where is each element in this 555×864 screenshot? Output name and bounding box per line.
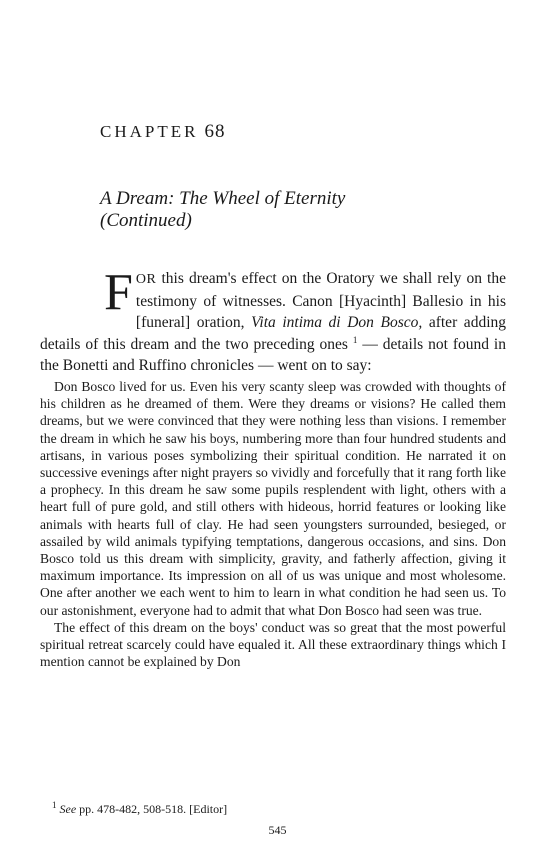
chapter-title-line-1: A Dream: The Wheel of Eternity: [100, 188, 346, 209]
chapter-title-line-2: (Continued): [100, 210, 192, 231]
quote-paragraph-1: Don Bosco lived for us. Even his very scanty sleep was crowded with thoughts of his children as he dreamed of them. Were they dreams or visions? He called them dreams, but we were convinced that they were nothing less than visions. I remember the dream in which he saw his boys, numbering more than four hundred students and artisans, in various poses symbolizing their spiritual condition. He narrated it on successive evenings after night prayers so vividly and forcefully that it rang forth like a prophecy. In this dream he saw some pupils resplendent with light, others with a heart full of pure gold, and still others with hideous, horrid features or looking like animals with hearts full of clay. He had seen youngsters surrounded, besieged, or assailed by wild animals typifying temptations, dangerous occasions, and sins. Don Bosco told us this dream with simplicity, gravity, and fatherly affection, giving it maximum importance. Its impression on all of us was unique and most wholesome. One after another we each went to him to learn in what condition he had seen us. To our astonishment, everyone had to admit that what Don Bosco had seen was true.: [40, 379, 506, 618]
chapter-heading: [100, 122, 225, 142]
footnote: [52, 802, 227, 817]
lead-paragraph: [40, 264, 506, 377]
lead-smallcap: OR: [135, 272, 157, 287]
lead-text-3: — details not found in the Bonetti and Ruffino chronicles — went on to say:: [40, 335, 506, 374]
footnote-text: pp. 478-482, 508-518. [Editor]: [76, 802, 228, 816]
lead-italic-title: Vita intima di Don Bosco,: [251, 314, 423, 331]
drop-cap: F: [104, 264, 133, 321]
block-quote: [40, 378, 506, 670]
chapter-number: 68: [204, 121, 226, 142]
footnote-mark: 1: [52, 800, 57, 810]
lead-text-1: this dream's effect on the Oratory we shall rely on the testimony of witnesses. Canon [Hyacinth] Ballesio in his [funeral] oration,: [135, 270, 506, 331]
footnote-see: See: [59, 802, 77, 816]
page-number: 545: [268, 823, 287, 837]
chapter-label: CHAPTER: [100, 122, 199, 141]
footnote-reference: 1: [352, 334, 358, 345]
quote-paragraph-2: The effect of this dream on the boys' conduct was so great that the most powerful spiritual retreat scarcely could have equaled it. All these extraordinary things which I mention cannot be explained by Don: [40, 619, 506, 670]
lead-text-2: after adding details of this dream and the two preceding ones: [40, 314, 506, 353]
chapter-title: [100, 188, 345, 232]
